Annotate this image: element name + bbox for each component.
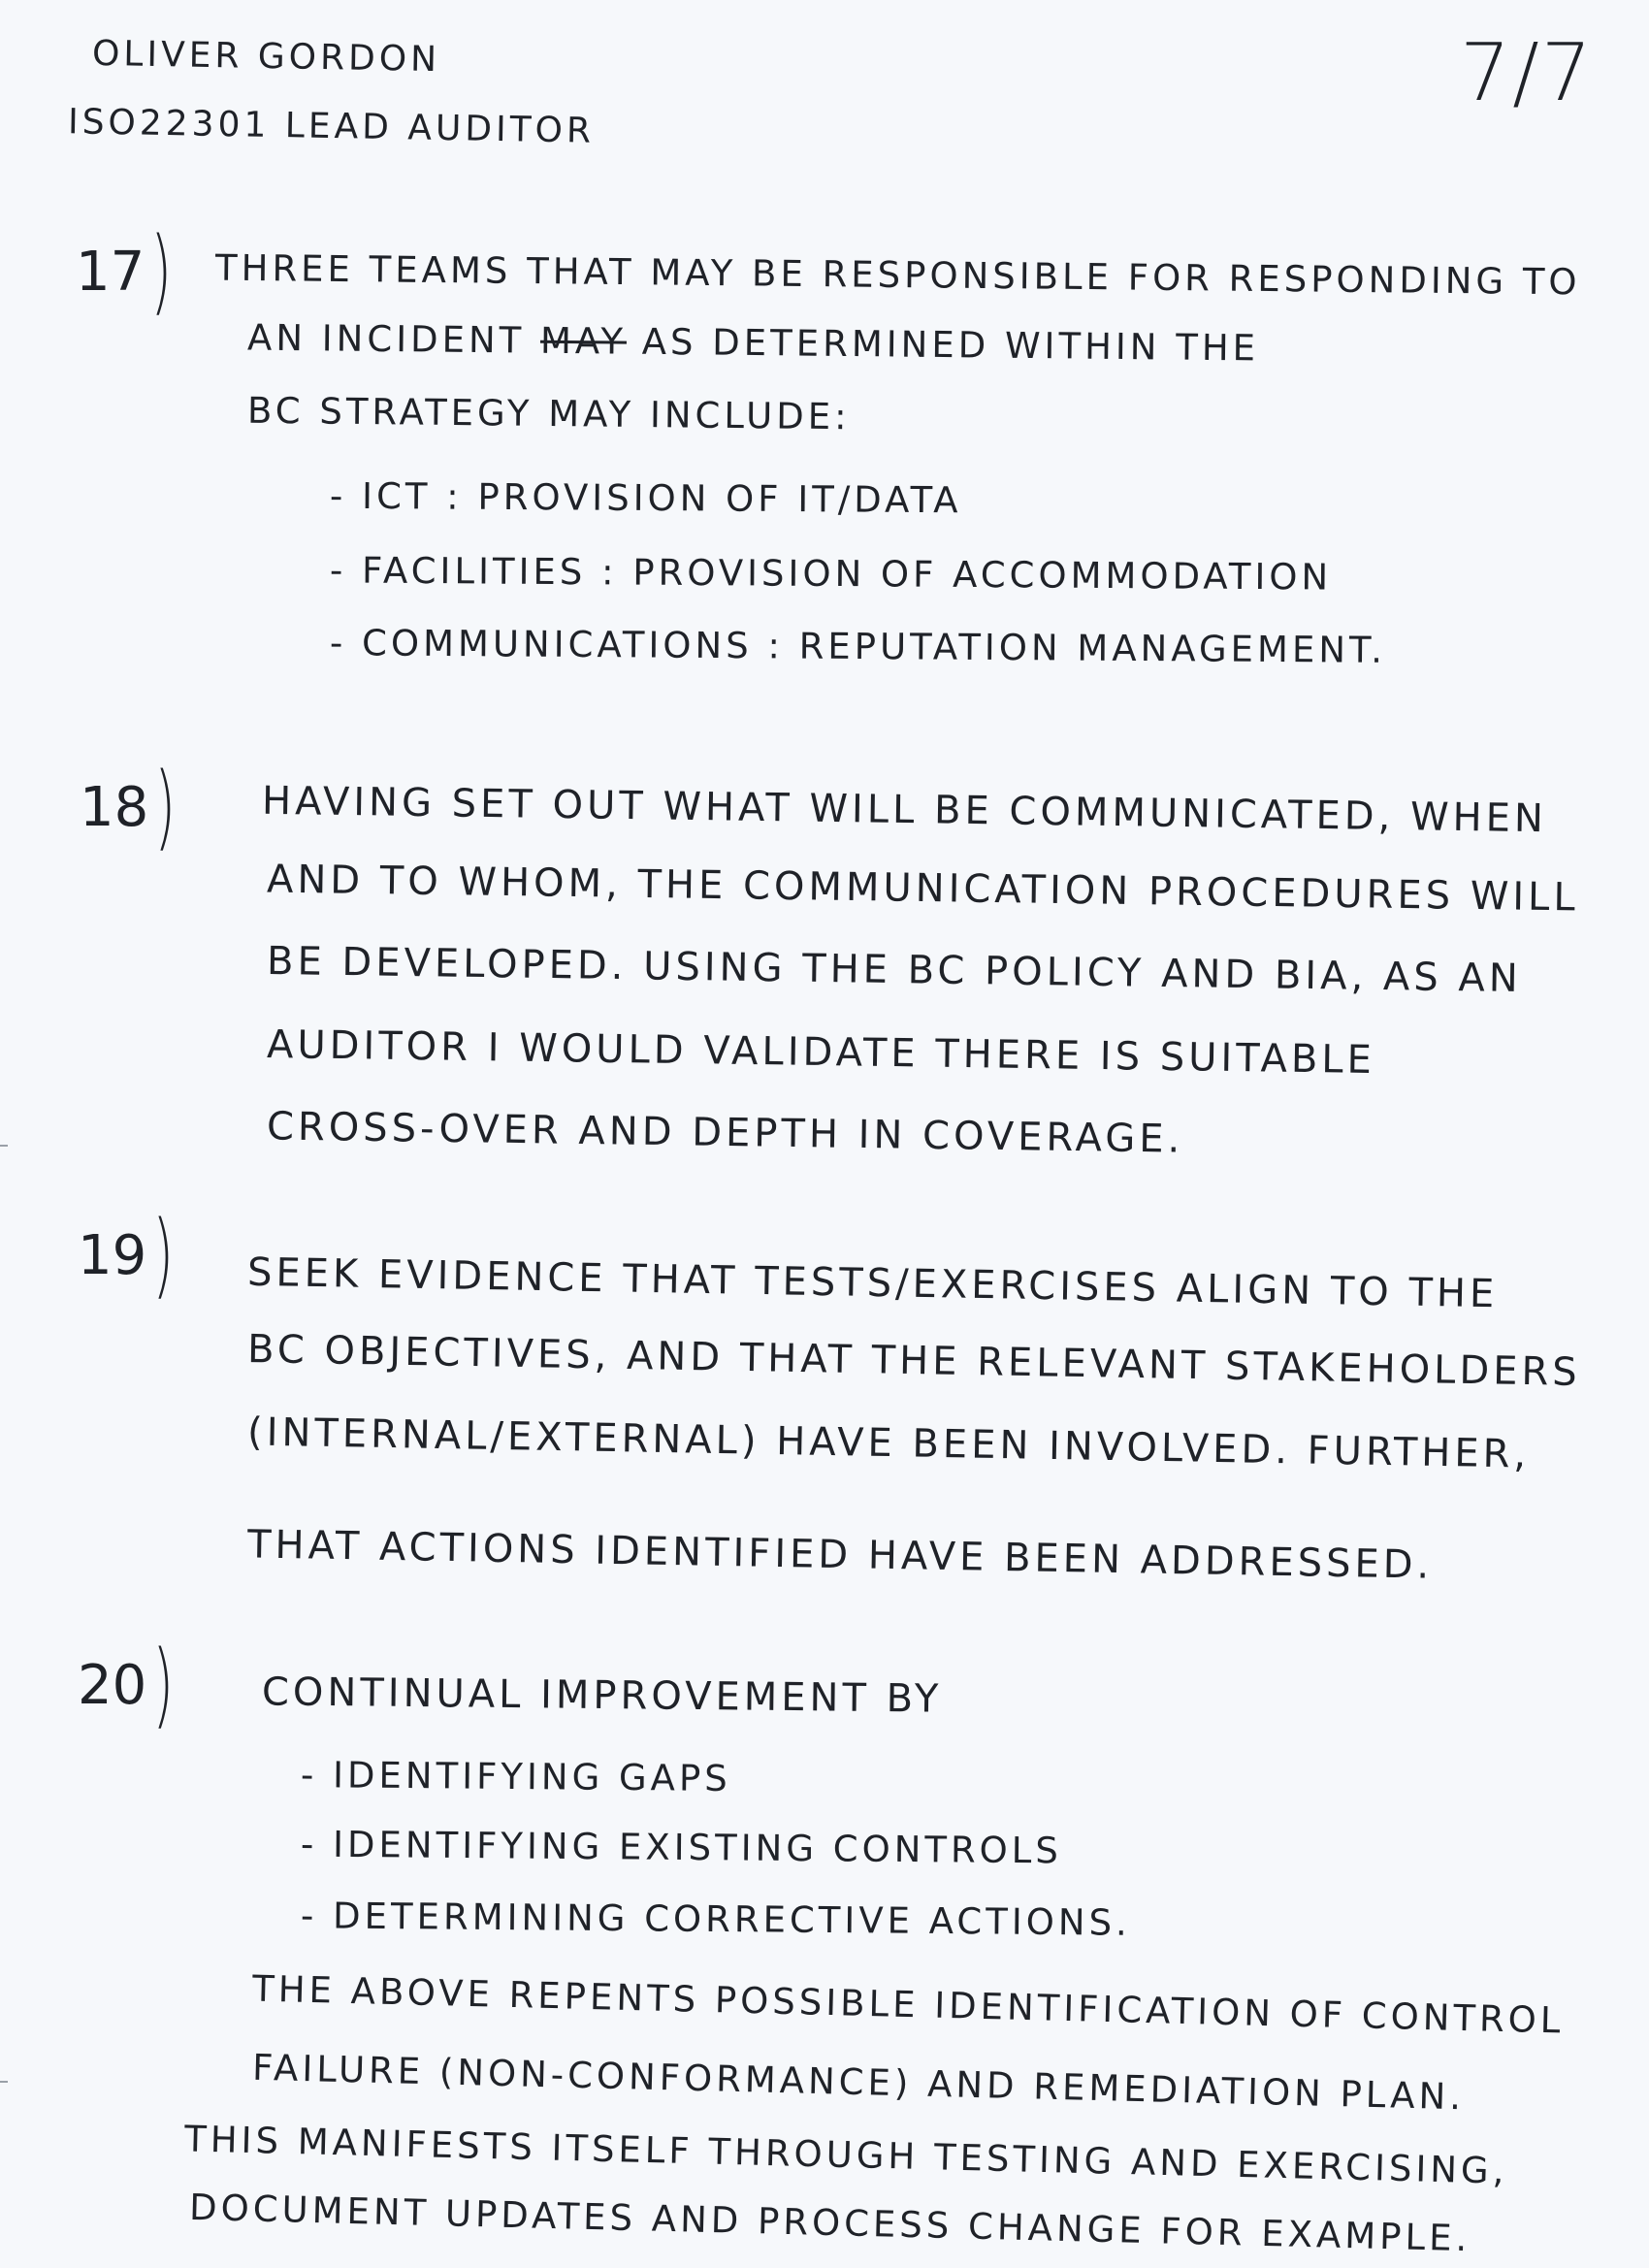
answer-20-bullet-1: - IDENTIFYING GAPS — [300, 1754, 731, 1799]
answer-17-bullet-3: - COMMUNICATIONS : REPUTATION MANAGEMENT. — [329, 622, 1387, 671]
answer-19-line-3: (INTERNAL/EXTERNAL) HAVE BEEN INVOLVED. FURTHER, — [246, 1409, 1531, 1477]
answer-17-line-2 — [247, 317, 1259, 370]
answer-18-line-2: AND TO WHOM, THE COMMUNICATION PROCEDURES WILL — [266, 857, 1579, 921]
question-number-20: 20 ) — [78, 1632, 175, 1739]
answer-20-bullet-2: - IDENTIFYING EXISTING CONTROLS — [300, 1823, 1063, 1872]
answer-20-bullet-3: - DETERMINING CORRECTIVE ACTIONS. — [300, 1895, 1131, 1944]
answer-19-line-2: BC OBJECTIVES, AND THAT THE RELEVANT STAKEHOLDERS — [246, 1327, 1582, 1395]
answer-17-line-1: THREE TEAMS THAT MAY BE RESPONSIBLE FOR RESPONDING TO — [214, 246, 1581, 304]
answer-20-closing-2: FAILURE (NON-CONFORMANCE) AND REMEDIATION PLAN. — [251, 2046, 1466, 2119]
answer-18-line-3: BE DEVELOPED. USING THE BC POLICY AND BIA, AS AN — [266, 938, 1523, 1002]
answer-18-line-1: HAVING SET OUT WHAT WILL BE COMMUNICATED, WHEN — [261, 778, 1548, 842]
answer-20-closing-3: THIS MANIFESTS ITSELF THROUGH TESTING AND EXERCISING, — [183, 2118, 1508, 2192]
answer-18-line-4: AUDITOR I WOULD VALIDATE THERE IS SUITABLE — [266, 1022, 1376, 1083]
answer-19-line-1: SEEK EVIDENCE THAT TESTS/EXERCISES ALIGN TO THE — [246, 1249, 1499, 1317]
answer-20-line-1: CONTINUAL IMPROVEMENT BY — [261, 1669, 943, 1722]
answer-17-line-2-end: AS DETERMINED WITHIN THE — [641, 320, 1260, 370]
answer-19-line-4: THAT ACTIONS IDENTIFIED HAVE BEEN ADDRESSED. — [246, 1522, 1434, 1588]
answer-20-closing-4: DOCUMENT UPDATES AND PROCESS CHANGE FOR EXAMPLE. — [188, 2186, 1471, 2260]
answer-17-line-2-start: AN INCIDENT — [246, 316, 526, 362]
scan-edge-mark-bottom — [0, 2081, 8, 2083]
answer-18-line-5: CROSS-OVER AND DEPTH IN COVERAGE. — [266, 1104, 1184, 1162]
question-number-19: 19 ) — [78, 1202, 175, 1310]
author-role: ISO22301 LEAD AUDITOR — [67, 102, 596, 151]
answer-20-closing-1: THE ABOVE REPENTS POSSIBLE IDENTIFICATION OF CONTROL — [251, 1967, 1565, 2042]
answer-17-line-3: BC STRATEGY MAY INCLUDE: — [246, 389, 851, 438]
author-name: OLIVER GORDON — [91, 33, 441, 81]
answer-17-struck-word: MAY — [539, 319, 628, 363]
question-number-17: 17 ) — [76, 218, 173, 326]
page-number: 7/7 — [1460, 27, 1594, 119]
answer-17-bullet-2: - FACILITIES : PROVISION OF ACCOMMODATION — [329, 549, 1333, 599]
question-number-18: 18 ) — [80, 754, 177, 861]
scan-edge-mark-top — [0, 1145, 8, 1147]
answer-17-bullet-1: - ICT : PROVISION OF IT/DATA — [329, 474, 962, 522]
